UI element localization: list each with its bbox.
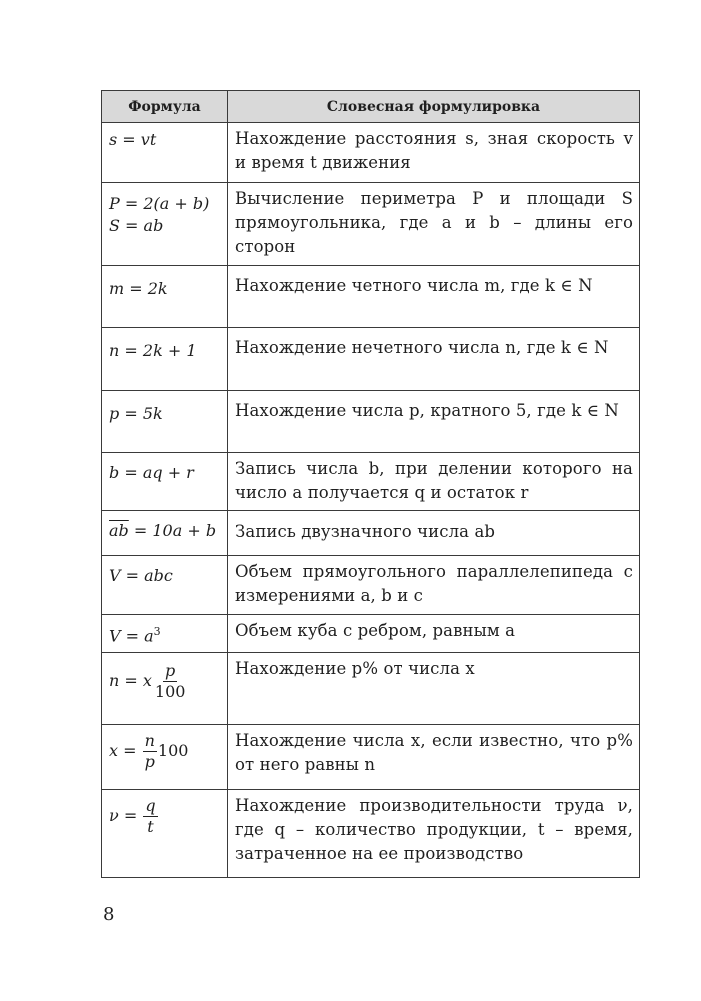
formula-rest: = 10a + b <box>128 521 217 540</box>
description-cell: Нахождение четного числа m, где k ∈ N <box>228 266 640 328</box>
description-cell: Запись числа b, при делении которого на число a получается q и остаток r <box>228 453 640 511</box>
formula-cell <box>102 615 228 653</box>
formula-cell: b = aq + r <box>102 453 228 511</box>
header-formula: Формула <box>102 91 228 123</box>
formula-prefix: x = <box>109 741 142 760</box>
table-row <box>102 725 640 790</box>
description-cell: Нахождение числа p, кратного 5, где k ∈ N <box>228 391 640 453</box>
formula-line: S = ab <box>109 216 164 235</box>
page-number: 8 <box>103 904 115 925</box>
fraction <box>143 796 157 837</box>
formula-cell <box>102 183 228 266</box>
description-cell: Запись двузначного числа ab <box>228 511 640 556</box>
formula-cell <box>102 790 228 878</box>
formula-cell: p = 5k <box>102 391 228 453</box>
table-row <box>102 653 640 725</box>
formula-cell <box>102 511 228 556</box>
formula-exponent: 3 <box>153 625 161 638</box>
table-row <box>102 453 640 511</box>
table-row <box>102 790 640 878</box>
table-row <box>102 123 640 183</box>
table-row <box>102 511 640 556</box>
formula-prefix: ν = <box>109 806 143 825</box>
fraction-numerator: q <box>145 796 156 815</box>
table-row <box>102 615 640 653</box>
fraction-denominator: p <box>144 752 155 771</box>
table-row <box>102 328 640 391</box>
formula-cell: V = abc <box>102 556 228 615</box>
description-cell: Нахождение нечетного числа n, где k ∈ N <box>228 328 640 391</box>
formula-suffix: 100 <box>157 741 189 760</box>
fraction <box>143 731 157 772</box>
formula-base: V = a <box>109 626 154 646</box>
formula-table <box>101 90 640 878</box>
description-cell: Нахождение p% от числа x <box>228 653 640 725</box>
table-header-row <box>102 91 640 123</box>
description-cell: Нахождение расстояния s, зная скорость v и время t движения <box>228 123 640 183</box>
table-row <box>102 266 640 328</box>
description-cell: Объем прямоугольного параллелепипеда с измерениями a, b и c <box>228 556 640 615</box>
formula-cell: n = 2k + 1 <box>102 328 228 391</box>
fraction-numerator: p <box>165 661 176 680</box>
formula-cell <box>102 725 228 790</box>
table-row <box>102 183 640 266</box>
table-row <box>102 556 640 615</box>
fraction-numerator: n <box>144 731 155 750</box>
formula-cell: m = 2k <box>102 266 228 328</box>
formula-cell <box>102 653 228 725</box>
table-row <box>102 391 640 453</box>
description-cell: Нахождение числа x, если известно, что p% от него равны n <box>228 725 640 790</box>
formula-cell: s = vt <box>102 123 228 183</box>
formula-line: P = 2(a + b) <box>109 194 210 213</box>
description-cell: Вычисление периметра P и площади S прямоугольника, где a и b – длины его сторон <box>228 183 640 266</box>
formula-prefix: n = x <box>109 671 152 690</box>
overlined-number: $\overline{ab}$ <box>109 521 129 540</box>
fraction-denominator: 100 <box>154 682 186 701</box>
header-description: Словесная формулировка <box>228 91 640 123</box>
fraction-denominator: t <box>147 817 154 836</box>
description-cell: Нахождение производительности труда ν, где q – количество продукции, t – время, затраченное на ее производство <box>228 790 640 878</box>
fraction <box>153 661 188 702</box>
description-cell: Объем куба с ребром, равным a <box>228 615 640 653</box>
